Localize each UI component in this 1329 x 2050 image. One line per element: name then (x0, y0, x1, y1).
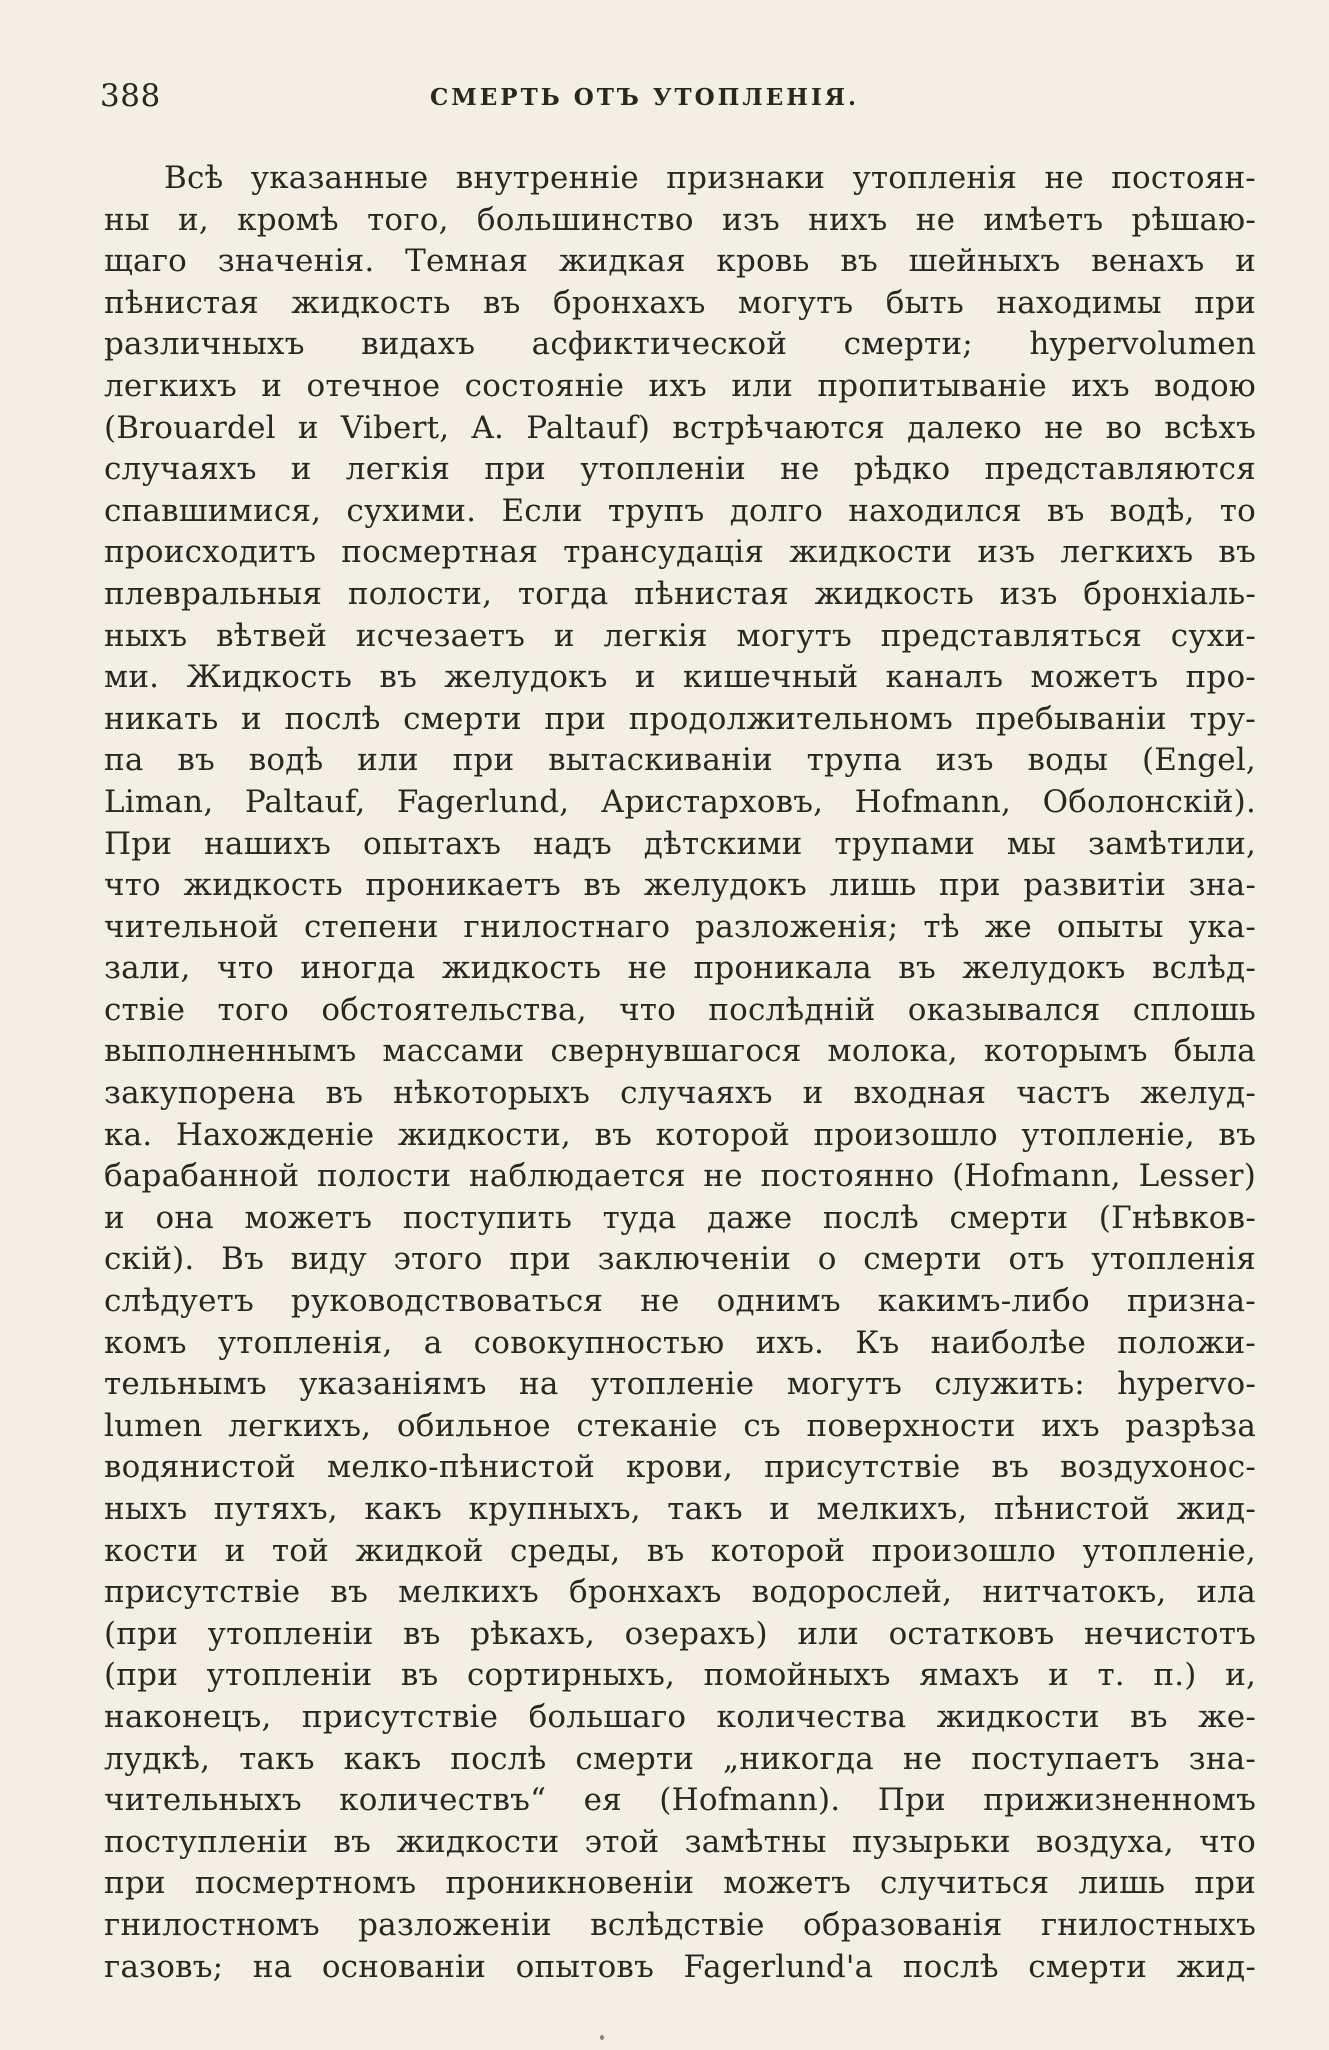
text-line: Всѣ указанные внутренніе признаки утопленія не постоян- (164, 160, 1256, 196)
text-line: лудкѣ, такъ какъ послѣ смерти „никогда не поступаетъ зна- (104, 1740, 1256, 1777)
text-line: ны и, кромѣ того, большинство изъ нихъ не имѣетъ рѣшаю- (104, 201, 1256, 238)
text-line: Liman, Paltauf, Fagerlund, Аристарховъ, Hofmann, Оболонскій). (104, 783, 1256, 820)
text-line: ныхъ путяхъ, какъ крупныхъ, такъ и мелкихъ, пѣнистой жид- (104, 1491, 1256, 1527)
text-line: выполненнымъ массами свернувшагося молока, которымъ была (104, 1033, 1256, 1070)
text-line: кости и той жидкой среды, въ которой произошло утопленіе, (104, 1532, 1256, 1569)
text-line: чительныхъ количествъ“ ея (Hofmann). При прижизненномъ (104, 1782, 1256, 1819)
text-line: lumen легкихъ, обильное стеканіе съ поверхности ихъ разрѣза (104, 1407, 1256, 1444)
body-text (104, 158, 1256, 1988)
text-line: комъ утопленія, а совокупностью ихъ. Къ наиболѣе положи- (104, 1324, 1256, 1361)
text-line: легкихъ и отечное состояніе ихъ или пропитываніе ихъ водою (104, 367, 1256, 404)
text-line: происходитъ посмертная трансудація жидкости изъ легкихъ въ (104, 534, 1256, 571)
text-line: зали, что иногда жидкость не проникала въ желудокъ вслѣд- (104, 950, 1256, 987)
text-line: наконецъ, присутствіе большаго количества жидкости въ же- (104, 1698, 1256, 1735)
running-title: СМЕРТЬ ОТЪ УТОПЛЕНІЯ. (430, 84, 860, 111)
text-line: гнилостномъ разложеніи вслѣдствіе образованія гнилостныхъ (104, 1906, 1256, 1943)
text-line: спавшимися, сухими. Если трупъ долго находился въ водѣ, то (104, 492, 1256, 529)
text-line: газовъ; на основаніи опытовъ Fagerlund'a послѣ смерти жид- (104, 1948, 1256, 1985)
text-line: случаяхъ и легкія при утопленіи не рѣдко представляются (104, 451, 1256, 488)
text-line: (при утопленіи въ рѣкахъ, озерахъ) или остатковъ нечистотъ (104, 1615, 1256, 1652)
text-line: присутствіе въ мелкихъ бронхахъ водорослей, нитчатокъ, ила (104, 1574, 1256, 1611)
text-line: При нашихъ опытахъ надъ дѣтскими трупами мы замѣтили, (104, 825, 1256, 862)
text-line: и она можетъ поступить туда даже послѣ смерти (Гнѣвков- (104, 1199, 1256, 1236)
text-line: при посмертномъ проникновеніи можетъ случиться лишь при (104, 1865, 1256, 1902)
text-line: пѣнистая жидкость въ бронхахъ могутъ быть находимы при (104, 284, 1256, 321)
text-line: па въ водѣ или при вытаскиваніи трупа изъ воды (Engel, (104, 742, 1256, 779)
page-number: 388 (100, 78, 161, 114)
text-line: закупорена въ нѣкоторыхъ случаяхъ и входная частъ желуд- (104, 1075, 1256, 1112)
text-line: что жидкость проникаетъ въ желудокъ лишь при развитіи зна- (104, 867, 1256, 904)
text-line: ствіе того обстоятельства, что послѣдній оказывался сплошь (104, 991, 1256, 1028)
text-line: (Brouardel и Vibert, A. Paltauf) встрѣчаются далеко не во всѣхъ (104, 409, 1256, 446)
text-line: скій). Въ виду этого при заключеніи о смерти отъ утопленія (104, 1241, 1256, 1278)
text-line: щаго значенія. Темная жидкая кровь въ шейныхъ венахъ и (104, 243, 1256, 280)
text-line: (при утопленіи въ сортирныхъ, помойныхъ ямахъ и т. п.) и, (104, 1657, 1256, 1694)
text-line: слѣдуетъ руководствоваться не однимъ какимъ-либо призна- (104, 1283, 1256, 1320)
text-line: тельнымъ указаніямъ на утопленіе могутъ служить: hypervo- (104, 1366, 1256, 1403)
text-line: ныхъ вѣтвей исчезаетъ и легкія могутъ представляться сухи- (104, 617, 1256, 654)
text-line: никать и послѣ смерти при продолжительномъ пребываніи тру- (104, 700, 1256, 737)
text-line: ми. Жидкость въ желудокъ и кишечный каналъ можетъ про- (104, 659, 1256, 696)
text-line: барабанной полости наблюдается не постоянно (Hofmann, Lesser) (104, 1158, 1256, 1195)
text-line: ка. Нахожденіе жидкости, въ которой произошло утопленіе, въ (104, 1116, 1256, 1153)
text-line: водянистой мелко-пѣнистой крови, присутствіе въ воздухонос- (104, 1449, 1256, 1486)
text-line: чительной степени гнилостнаго разложенія; тѣ же опыты ука- (104, 908, 1256, 945)
text-line: поступленіи въ жидкости этой замѣтны пузырьки воздуха, что (104, 1823, 1256, 1860)
paper-speck (600, 2035, 604, 2040)
text-line: плевральныя полости, тогда пѣнистая жидкость изъ бронхіаль- (104, 575, 1256, 612)
text-line: различныхъ видахъ асфиктической смерти; hypervolumen (104, 326, 1256, 363)
page-header (100, 78, 1250, 118)
